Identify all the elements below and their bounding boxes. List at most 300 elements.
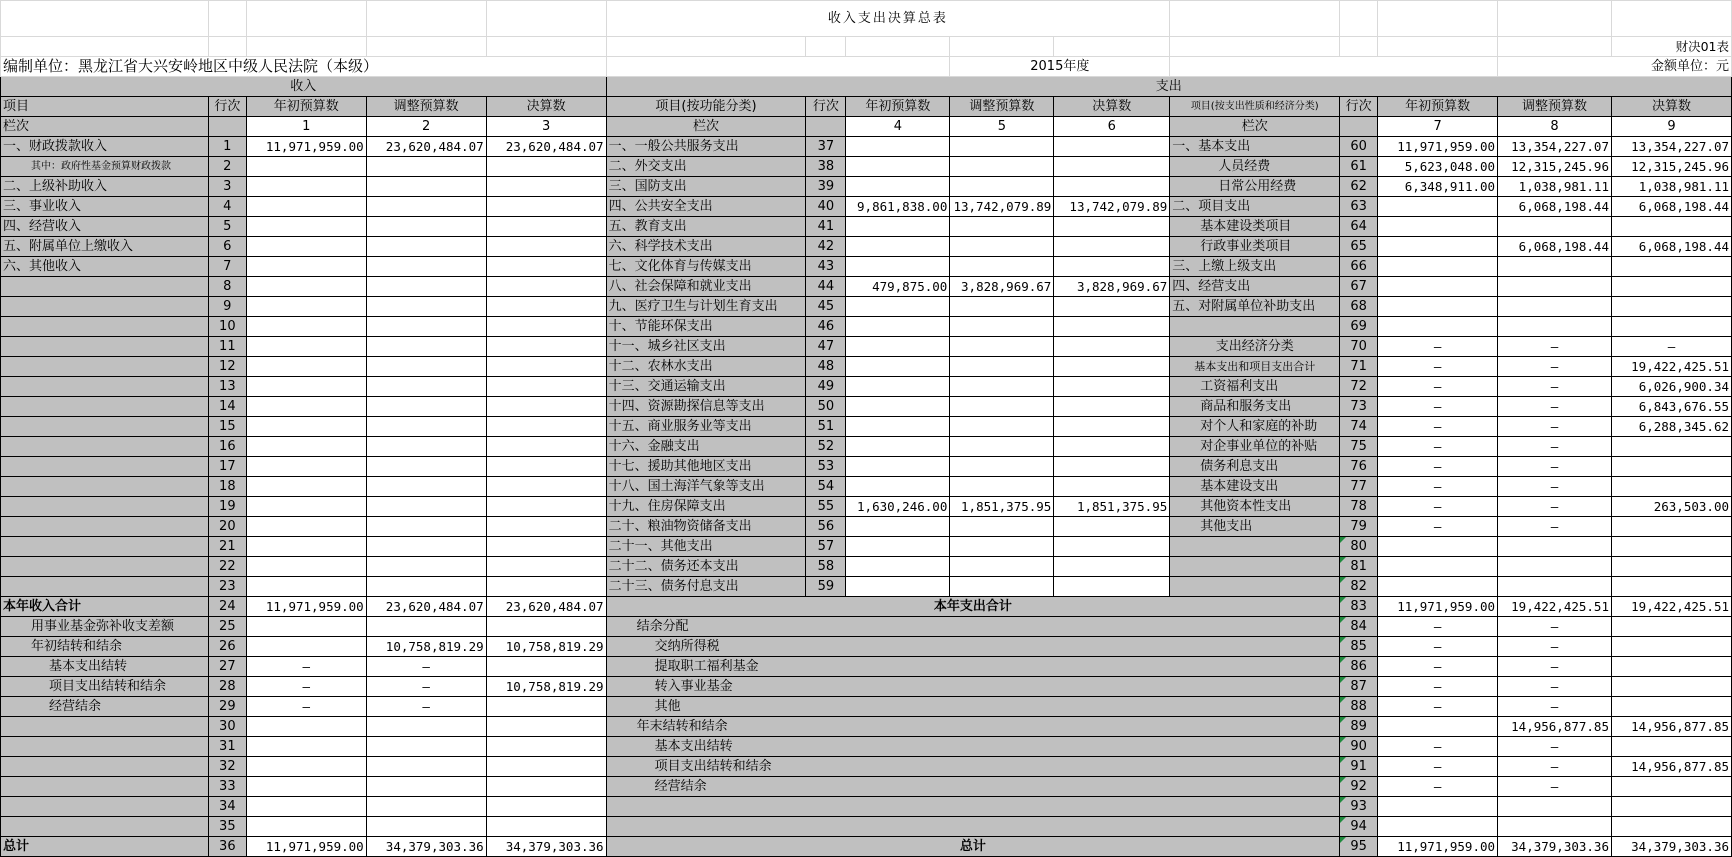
amount-cell[interactable] bbox=[1378, 557, 1498, 577]
amount-cell[interactable] bbox=[246, 537, 366, 557]
amount-cell[interactable]: — bbox=[1378, 617, 1498, 637]
amount-cell[interactable]: 13,354,227.07 bbox=[1498, 137, 1612, 157]
amount-cell[interactable]: 10,758,819.29 bbox=[486, 637, 606, 657]
row-seq[interactable]: 80 bbox=[1340, 537, 1378, 557]
row-seq[interactable]: 83 bbox=[1340, 597, 1378, 617]
seq-header[interactable]: 行次 bbox=[806, 97, 846, 117]
amount-cell[interactable] bbox=[1054, 517, 1170, 537]
amount-cell[interactable] bbox=[366, 617, 486, 637]
amount-cell[interactable]: 5,623,048.00 bbox=[1378, 157, 1498, 177]
amount-cell[interactable] bbox=[1378, 297, 1498, 317]
empty-cell[interactable] bbox=[1054, 37, 1170, 57]
econ-item-header[interactable]: 项目(按支出性质和经济分类) bbox=[1170, 97, 1340, 117]
row-seq[interactable]: 70 bbox=[1340, 337, 1378, 357]
amount-cell[interactable]: 6,068,198.44 bbox=[1498, 197, 1612, 217]
amount-cell[interactable]: 3,828,969.67 bbox=[950, 277, 1054, 297]
amount-cell[interactable] bbox=[1611, 637, 1731, 657]
income-item[interactable]: 本年收入合计 bbox=[1, 597, 209, 617]
amount-cell[interactable] bbox=[486, 697, 606, 717]
row-seq[interactable]: 87 bbox=[1340, 677, 1378, 697]
row-seq[interactable]: 68 bbox=[1340, 297, 1378, 317]
income-item[interactable] bbox=[1, 457, 209, 477]
row-seq[interactable]: 40 bbox=[806, 197, 846, 217]
row-seq[interactable]: 67 bbox=[1340, 277, 1378, 297]
amount-cell[interactable] bbox=[366, 257, 486, 277]
income-item[interactable]: 六、其他收入 bbox=[1, 257, 209, 277]
amount-cell[interactable] bbox=[950, 457, 1054, 477]
amount-cell[interactable] bbox=[1054, 297, 1170, 317]
amount-cell[interactable] bbox=[486, 497, 606, 517]
budget-initial-header[interactable]: 年初预算数 bbox=[846, 97, 950, 117]
row-seq[interactable]: 49 bbox=[806, 377, 846, 397]
amount-cell[interactable]: 23,620,484.07 bbox=[486, 597, 606, 617]
amount-cell[interactable] bbox=[486, 577, 606, 597]
amount-cell[interactable] bbox=[950, 377, 1054, 397]
func-item[interactable]: 十九、住房保障支出 bbox=[606, 497, 806, 517]
amount-cell[interactable] bbox=[246, 557, 366, 577]
amount-cell[interactable] bbox=[846, 537, 950, 557]
row-seq[interactable]: 61 bbox=[1340, 157, 1378, 177]
income-item[interactable]: 用事业基金弥补收支差额 bbox=[1, 617, 209, 637]
income-item[interactable] bbox=[1, 317, 209, 337]
income-item[interactable] bbox=[1, 717, 209, 737]
amount-cell[interactable]: 14,956,877.85 bbox=[1611, 717, 1731, 737]
empty-cell[interactable] bbox=[486, 37, 606, 57]
amount-cell[interactable]: 6,068,198.44 bbox=[1498, 237, 1612, 257]
amount-cell[interactable] bbox=[950, 357, 1054, 377]
amount-cell[interactable]: — bbox=[366, 697, 486, 717]
amount-cell[interactable] bbox=[1611, 437, 1731, 457]
row-seq[interactable]: 81 bbox=[1340, 557, 1378, 577]
amount-cell[interactable]: — bbox=[246, 697, 366, 717]
row-seq[interactable]: 27 bbox=[208, 657, 246, 677]
col-number[interactable]: 7 bbox=[1378, 117, 1498, 137]
expense-item[interactable]: 基本支出结转 bbox=[606, 737, 1340, 757]
empty-cell[interactable] bbox=[366, 1, 486, 37]
econ-item[interactable]: 一、基本支出 bbox=[1170, 137, 1340, 157]
amount-cell[interactable] bbox=[366, 397, 486, 417]
amount-cell[interactable]: 19,422,425.51 bbox=[1611, 597, 1731, 617]
income-item[interactable] bbox=[1, 537, 209, 557]
amount-cell[interactable] bbox=[1611, 297, 1731, 317]
amount-cell[interactable] bbox=[366, 717, 486, 737]
amount-cell[interactable]: 34,379,303.36 bbox=[1611, 837, 1731, 857]
func-item[interactable]: 八、社会保障和就业支出 bbox=[606, 277, 806, 297]
expense-header[interactable]: 支出 bbox=[606, 77, 1731, 97]
amount-cell[interactable] bbox=[846, 417, 950, 437]
amount-cell[interactable] bbox=[486, 377, 606, 397]
amount-cell[interactable]: — bbox=[366, 677, 486, 697]
empty-cell[interactable] bbox=[1378, 37, 1498, 57]
row-seq[interactable]: 17 bbox=[208, 457, 246, 477]
row-seq[interactable]: 12 bbox=[208, 357, 246, 377]
amount-cell[interactable]: — bbox=[1378, 437, 1498, 457]
income-item[interactable] bbox=[1, 797, 209, 817]
row-seq[interactable]: 25 bbox=[208, 617, 246, 637]
row-seq[interactable]: 94 bbox=[1340, 817, 1378, 837]
amount-cell[interactable] bbox=[1498, 577, 1612, 597]
amount-cell[interactable] bbox=[1054, 177, 1170, 197]
item-header[interactable]: 项目 bbox=[1, 97, 209, 117]
amount-cell[interactable] bbox=[366, 517, 486, 537]
econ-item[interactable]: 基本建设类项目 bbox=[1170, 217, 1340, 237]
amount-cell[interactable] bbox=[486, 357, 606, 377]
row-seq[interactable]: 34 bbox=[208, 797, 246, 817]
row-seq[interactable]: 38 bbox=[806, 157, 846, 177]
amount-cell[interactable]: — bbox=[1378, 697, 1498, 717]
amount-cell[interactable] bbox=[1611, 657, 1731, 677]
econ-item[interactable]: 其他支出 bbox=[1170, 517, 1340, 537]
func-item[interactable]: 十八、国土海洋气象等支出 bbox=[606, 477, 806, 497]
amount-cell[interactable]: — bbox=[1498, 497, 1612, 517]
amount-cell[interactable] bbox=[1611, 217, 1731, 237]
row-seq[interactable]: 10 bbox=[208, 317, 246, 337]
amount-cell[interactable]: — bbox=[1378, 757, 1498, 777]
row-seq[interactable]: 72 bbox=[1340, 377, 1378, 397]
amount-cell[interactable] bbox=[846, 577, 950, 597]
amount-cell[interactable] bbox=[486, 197, 606, 217]
row-seq[interactable]: 47 bbox=[806, 337, 846, 357]
amount-cell[interactable] bbox=[950, 237, 1054, 257]
amount-cell[interactable] bbox=[366, 417, 486, 437]
func-item[interactable]: 十、节能环保支出 bbox=[606, 317, 806, 337]
amount-cell[interactable] bbox=[246, 577, 366, 597]
amount-cell[interactable] bbox=[366, 797, 486, 817]
budget-adjusted-header[interactable]: 调整预算数 bbox=[1498, 97, 1612, 117]
row-seq[interactable]: 53 bbox=[806, 457, 846, 477]
amount-cell[interactable]: 11,971,959.00 bbox=[1378, 137, 1498, 157]
row-seq[interactable]: 21 bbox=[208, 537, 246, 557]
empty-cell[interactable] bbox=[1611, 1, 1731, 37]
expense-item[interactable]: 提取职工福利基金 bbox=[606, 657, 1340, 677]
income-item[interactable]: 三、事业收入 bbox=[1, 197, 209, 217]
econ-item[interactable]: 其他资本性支出 bbox=[1170, 497, 1340, 517]
amount-cell[interactable] bbox=[246, 497, 366, 517]
amount-cell[interactable] bbox=[366, 817, 486, 837]
amount-cell[interactable]: 12,315,245.96 bbox=[1498, 157, 1612, 177]
amount-cell[interactable] bbox=[246, 637, 366, 657]
amount-cell[interactable] bbox=[1498, 797, 1612, 817]
col-number[interactable]: 1 bbox=[246, 117, 366, 137]
amount-cell[interactable]: 34,379,303.36 bbox=[366, 837, 486, 857]
amount-cell[interactable] bbox=[1378, 817, 1498, 837]
amount-cell[interactable] bbox=[846, 237, 950, 257]
amount-cell[interactable] bbox=[246, 437, 366, 457]
amount-cell[interactable] bbox=[366, 317, 486, 337]
func-item[interactable]: 二十二、债务还本支出 bbox=[606, 557, 806, 577]
row-seq[interactable]: 3 bbox=[208, 177, 246, 197]
amount-cell[interactable] bbox=[246, 237, 366, 257]
expense-item[interactable]: 项目支出结转和结余 bbox=[606, 757, 1340, 777]
amount-cell[interactable] bbox=[366, 237, 486, 257]
amount-cell[interactable]: — bbox=[1498, 757, 1612, 777]
econ-item[interactable]: 商品和服务支出 bbox=[1170, 397, 1340, 417]
amount-cell[interactable] bbox=[366, 337, 486, 357]
empty-cell[interactable] bbox=[486, 1, 606, 37]
amount-cell[interactable] bbox=[1054, 557, 1170, 577]
amount-cell[interactable] bbox=[246, 817, 366, 837]
amount-cell[interactable] bbox=[246, 797, 366, 817]
func-item[interactable]: 二十三、债务付息支出 bbox=[606, 577, 806, 597]
expense-item[interactable]: 结余分配 bbox=[606, 617, 1340, 637]
func-item[interactable]: 九、医疗卫生与计划生育支出 bbox=[606, 297, 806, 317]
row-seq[interactable]: 85 bbox=[1340, 637, 1378, 657]
empty-cell[interactable] bbox=[806, 117, 846, 137]
expense-item[interactable]: 转入事业基金 bbox=[606, 677, 1340, 697]
row-seq[interactable]: 66 bbox=[1340, 257, 1378, 277]
amount-cell[interactable]: 11,971,959.00 bbox=[246, 137, 366, 157]
amount-cell[interactable]: 23,620,484.07 bbox=[366, 137, 486, 157]
amount-cell[interactable] bbox=[1611, 317, 1731, 337]
amount-cell[interactable]: 1,038,981.11 bbox=[1611, 177, 1731, 197]
sheet-title[interactable]: 收入支出决算总表 bbox=[606, 1, 1170, 37]
amount-cell[interactable] bbox=[246, 757, 366, 777]
amount-cell[interactable] bbox=[366, 277, 486, 297]
amount-cell[interactable] bbox=[486, 397, 606, 417]
expense-item[interactable]: 交纳所得税 bbox=[606, 637, 1340, 657]
amount-cell[interactable] bbox=[950, 437, 1054, 457]
row-seq[interactable]: 7 bbox=[208, 257, 246, 277]
amount-cell[interactable]: — bbox=[1498, 697, 1612, 717]
amount-cell[interactable]: 1,630,246.00 bbox=[846, 497, 950, 517]
amount-cell[interactable]: 6,288,345.62 bbox=[1611, 417, 1731, 437]
amount-cell[interactable] bbox=[366, 477, 486, 497]
amount-cell[interactable] bbox=[1054, 217, 1170, 237]
row-seq[interactable]: 32 bbox=[208, 757, 246, 777]
amount-cell[interactable]: 23,620,484.07 bbox=[366, 597, 486, 617]
econ-item[interactable]: 对个人和家庭的补助 bbox=[1170, 417, 1340, 437]
amount-cell[interactable] bbox=[1378, 197, 1498, 217]
org-label[interactable]: 编制单位：黑龙江省大兴安岭地区中级人民法院（本级） bbox=[1, 57, 607, 77]
func-item[interactable]: 十一、城乡社区支出 bbox=[606, 337, 806, 357]
amount-cell[interactable] bbox=[950, 317, 1054, 337]
amount-cell[interactable]: — bbox=[1378, 777, 1498, 797]
row-seq[interactable]: 14 bbox=[208, 397, 246, 417]
amount-cell[interactable] bbox=[1054, 457, 1170, 477]
row-seq[interactable]: 29 bbox=[208, 697, 246, 717]
amount-cell[interactable]: 479,875.00 bbox=[846, 277, 950, 297]
amount-cell[interactable] bbox=[950, 137, 1054, 157]
budget-adjusted-header[interactable]: 调整预算数 bbox=[366, 97, 486, 117]
amount-cell[interactable] bbox=[246, 377, 366, 397]
seq-header[interactable]: 行次 bbox=[1340, 97, 1378, 117]
amount-cell[interactable] bbox=[950, 577, 1054, 597]
income-item[interactable] bbox=[1, 497, 209, 517]
amount-cell[interactable]: 19,422,425.51 bbox=[1611, 357, 1731, 377]
func-item[interactable]: 七、文化体育与传媒支出 bbox=[606, 257, 806, 277]
income-item[interactable] bbox=[1, 577, 209, 597]
income-header[interactable]: 收入 bbox=[1, 77, 607, 97]
empty-cell[interactable] bbox=[1340, 37, 1378, 57]
amount-cell[interactable] bbox=[1611, 557, 1731, 577]
amount-cell[interactable]: — bbox=[246, 677, 366, 697]
colnum-label[interactable]: 栏次 bbox=[1170, 117, 1340, 137]
func-item[interactable]: 十三、交通运输支出 bbox=[606, 377, 806, 397]
income-item[interactable]: 一、财政拨款收入 bbox=[1, 137, 209, 157]
row-seq[interactable]: 11 bbox=[208, 337, 246, 357]
income-item[interactable] bbox=[1, 277, 209, 297]
income-item[interactable]: 五、附属单位上缴收入 bbox=[1, 237, 209, 257]
amount-cell[interactable]: — bbox=[1498, 657, 1612, 677]
amount-cell[interactable] bbox=[366, 577, 486, 597]
expense-item[interactable]: 其他 bbox=[606, 697, 1340, 717]
row-seq[interactable]: 23 bbox=[208, 577, 246, 597]
amount-cell[interactable] bbox=[846, 477, 950, 497]
row-seq[interactable]: 79 bbox=[1340, 517, 1378, 537]
amount-cell[interactable]: — bbox=[1498, 517, 1612, 537]
amount-cell[interactable]: — bbox=[1498, 777, 1612, 797]
amount-cell[interactable] bbox=[1611, 577, 1731, 597]
row-seq[interactable]: 33 bbox=[208, 777, 246, 797]
empty-cell[interactable] bbox=[846, 37, 950, 57]
amount-cell[interactable]: 11,971,959.00 bbox=[1378, 597, 1498, 617]
amount-cell[interactable] bbox=[486, 657, 606, 677]
amount-cell[interactable]: 6,068,198.44 bbox=[1611, 237, 1731, 257]
amount-cell[interactable]: 1,851,375.95 bbox=[1054, 497, 1170, 517]
amount-cell[interactable] bbox=[1054, 357, 1170, 377]
amount-cell[interactable]: 11,971,959.00 bbox=[246, 597, 366, 617]
empty-cell[interactable] bbox=[366, 37, 486, 57]
colnum-label[interactable]: 栏次 bbox=[606, 117, 806, 137]
amount-cell[interactable] bbox=[246, 337, 366, 357]
amount-cell[interactable] bbox=[1054, 437, 1170, 457]
amount-cell[interactable]: 13,742,079.89 bbox=[950, 197, 1054, 217]
amount-cell[interactable] bbox=[1611, 737, 1731, 757]
amount-cell[interactable]: 13,742,079.89 bbox=[1054, 197, 1170, 217]
row-seq[interactable]: 58 bbox=[806, 557, 846, 577]
econ-item[interactable]: 工资福利支出 bbox=[1170, 377, 1340, 397]
amount-cell[interactable] bbox=[1611, 797, 1731, 817]
amount-cell[interactable] bbox=[486, 777, 606, 797]
income-item[interactable] bbox=[1, 477, 209, 497]
amount-cell[interactable] bbox=[366, 357, 486, 377]
amount-cell[interactable] bbox=[1054, 397, 1170, 417]
row-seq[interactable]: 56 bbox=[806, 517, 846, 537]
amount-cell[interactable] bbox=[366, 557, 486, 577]
amount-cell[interactable] bbox=[950, 177, 1054, 197]
amount-cell[interactable]: 1,851,375.95 bbox=[950, 497, 1054, 517]
amount-cell[interactable] bbox=[1611, 697, 1731, 717]
col-number[interactable]: 3 bbox=[486, 117, 606, 137]
income-item[interactable] bbox=[1, 777, 209, 797]
row-seq[interactable]: 18 bbox=[208, 477, 246, 497]
budget-initial-header[interactable]: 年初预算数 bbox=[1378, 97, 1498, 117]
amount-cell[interactable] bbox=[246, 297, 366, 317]
econ-item[interactable]: 基本建设支出 bbox=[1170, 477, 1340, 497]
amount-cell[interactable] bbox=[1611, 477, 1731, 497]
func-item[interactable]: 二、外交支出 bbox=[606, 157, 806, 177]
row-seq[interactable]: 69 bbox=[1340, 317, 1378, 337]
empty-cell[interactable] bbox=[246, 37, 366, 57]
income-item[interactable]: 二、上级补助收入 bbox=[1, 177, 209, 197]
func-item[interactable]: 三、国防支出 bbox=[606, 177, 806, 197]
row-seq[interactable]: 20 bbox=[208, 517, 246, 537]
amount-cell[interactable] bbox=[486, 257, 606, 277]
empty-cell[interactable] bbox=[1, 37, 209, 57]
amount-cell[interactable]: — bbox=[1378, 517, 1498, 537]
amount-cell[interactable] bbox=[486, 437, 606, 457]
row-seq[interactable]: 5 bbox=[208, 217, 246, 237]
amount-cell[interactable] bbox=[1054, 417, 1170, 437]
expense-item[interactable]: 总计 bbox=[606, 837, 1340, 857]
empty-cell[interactable] bbox=[246, 1, 366, 37]
empty-cell[interactable] bbox=[1, 1, 209, 37]
amount-cell[interactable] bbox=[950, 537, 1054, 557]
amount-cell[interactable] bbox=[1378, 257, 1498, 277]
econ-item[interactable] bbox=[1170, 577, 1340, 597]
amount-cell[interactable]: 14,956,877.85 bbox=[1611, 757, 1731, 777]
amount-cell[interactable] bbox=[246, 777, 366, 797]
row-seq[interactable]: 78 bbox=[1340, 497, 1378, 517]
econ-item[interactable]: 四、经营支出 bbox=[1170, 277, 1340, 297]
amount-cell[interactable] bbox=[1054, 377, 1170, 397]
amount-cell[interactable] bbox=[1498, 277, 1612, 297]
col-number[interactable]: 4 bbox=[846, 117, 950, 137]
row-seq[interactable]: 45 bbox=[806, 297, 846, 317]
amount-cell[interactable] bbox=[1054, 137, 1170, 157]
amount-cell[interactable]: 9,861,838.00 bbox=[846, 197, 950, 217]
row-seq[interactable]: 82 bbox=[1340, 577, 1378, 597]
amount-cell[interactable] bbox=[486, 817, 606, 837]
amount-cell[interactable] bbox=[1611, 537, 1731, 557]
amount-cell[interactable] bbox=[1498, 817, 1612, 837]
amount-cell[interactable] bbox=[846, 517, 950, 537]
econ-item[interactable]: 对企事业单位的补贴 bbox=[1170, 437, 1340, 457]
econ-item[interactable] bbox=[1170, 557, 1340, 577]
row-seq[interactable]: 73 bbox=[1340, 397, 1378, 417]
func-item[interactable]: 五、教育支出 bbox=[606, 217, 806, 237]
amount-cell[interactable] bbox=[246, 177, 366, 197]
row-seq[interactable]: 8 bbox=[208, 277, 246, 297]
amount-cell[interactable] bbox=[846, 377, 950, 397]
income-item[interactable]: 四、经营收入 bbox=[1, 217, 209, 237]
empty-cell[interactable] bbox=[1498, 37, 1612, 57]
income-item[interactable]: 基本支出结转 bbox=[1, 657, 209, 677]
amount-cell[interactable]: — bbox=[1498, 617, 1612, 637]
row-seq[interactable]: 90 bbox=[1340, 737, 1378, 757]
amount-cell[interactable] bbox=[1378, 797, 1498, 817]
amount-cell[interactable] bbox=[246, 477, 366, 497]
econ-item[interactable]: 二、项目支出 bbox=[1170, 197, 1340, 217]
econ-item[interactable]: 支出经济分类 bbox=[1170, 337, 1340, 357]
col-number[interactable]: 2 bbox=[366, 117, 486, 137]
amount-cell[interactable]: — bbox=[1378, 677, 1498, 697]
row-seq[interactable]: 50 bbox=[806, 397, 846, 417]
form-number[interactable]: 财决01表 bbox=[1611, 37, 1731, 57]
row-seq[interactable]: 51 bbox=[806, 417, 846, 437]
amount-cell[interactable] bbox=[1054, 317, 1170, 337]
income-item[interactable]: 项目支出结转和结余 bbox=[1, 677, 209, 697]
amount-cell[interactable] bbox=[1054, 537, 1170, 557]
amount-cell[interactable] bbox=[246, 217, 366, 237]
row-seq[interactable]: 30 bbox=[208, 717, 246, 737]
income-item[interactable]: 总计 bbox=[1, 837, 209, 857]
amount-cell[interactable] bbox=[1378, 717, 1498, 737]
amount-cell[interactable] bbox=[1498, 257, 1612, 277]
income-item[interactable] bbox=[1, 817, 209, 837]
final-header[interactable]: 决算数 bbox=[1611, 97, 1731, 117]
final-header[interactable]: 决算数 bbox=[1054, 97, 1170, 117]
row-seq[interactable]: 15 bbox=[208, 417, 246, 437]
empty-cell[interactable] bbox=[1170, 57, 1498, 77]
amount-cell[interactable] bbox=[246, 357, 366, 377]
amount-cell[interactable] bbox=[366, 757, 486, 777]
amount-cell[interactable] bbox=[1611, 257, 1731, 277]
amount-cell[interactable] bbox=[246, 417, 366, 437]
amount-cell[interactable] bbox=[246, 457, 366, 477]
amount-cell[interactable] bbox=[486, 537, 606, 557]
amount-cell[interactable] bbox=[366, 537, 486, 557]
